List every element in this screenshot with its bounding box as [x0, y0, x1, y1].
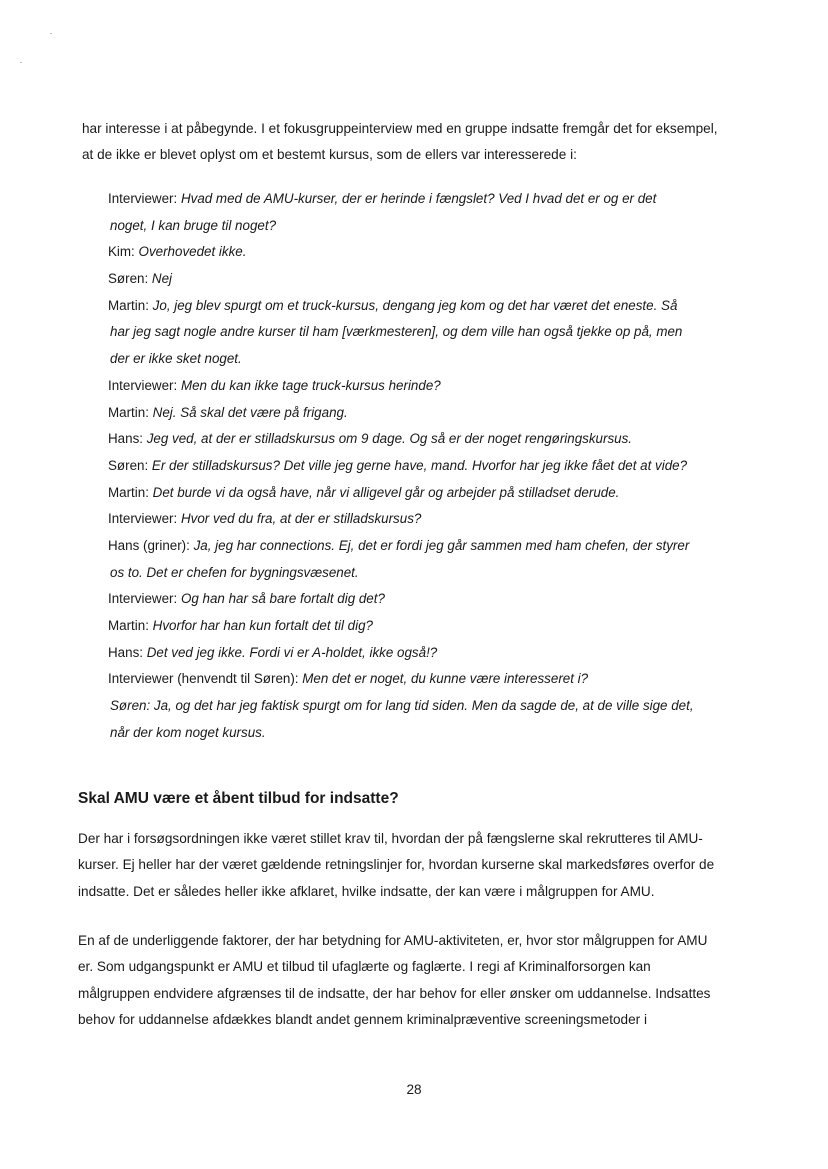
- paragraph-line: En af de underliggende faktorer, der har betydning for AMU-aktiviteten, er, hvor stor målgruppen for AMU: [78, 933, 708, 948]
- paragraph-line: indsatte. Det er således heller ikke afklaret, hvilke indsatte, der kan være i målgruppen for AMU.: [78, 883, 655, 899]
- speaker-label: Interviewer:: [108, 511, 178, 527]
- speaker-label: Martin:: [108, 484, 149, 500]
- dialogue-line: [108, 239, 748, 266]
- speaker-label: Martin:: [108, 618, 149, 633]
- intro-line: at de ikke er blevet oplyst om et bestemt kursus, som de ellers var interesserede i:: [82, 147, 577, 162]
- scan-speck: [20, 62, 22, 63]
- intro-paragraph: [82, 116, 762, 168]
- utterance-text: der er ikke sket noget.: [110, 351, 242, 367]
- utterance-text: Jo, jeg blev spurgt om et truck-kursus, dengang jeg kom og det har været det eneste. Så: [152, 297, 678, 313]
- speaker-label: Interviewer:: [108, 377, 178, 393]
- utterance-text: os to. Det er chefen for bygningsvæsenet.: [110, 564, 359, 580]
- utterance-text: Nej. Så skal det være på frigang.: [152, 404, 348, 420]
- utterance-text: Er der stilladskursus? Det ville jeg gerne have, mand. Hvorfor har jeg ikke fået det at vide?: [151, 457, 688, 473]
- page-number: 28: [406, 1082, 422, 1097]
- dialogue-line: [108, 266, 748, 293]
- speaker-label: Søren:: [108, 271, 149, 287]
- intro-line: har interesse i at påbegynde. I et fokusgruppeinterview med en gruppe indsatte fremgår det for eksempel,: [82, 121, 718, 136]
- utterance-text: Men du kan ikke tage truck-kursus herinde?: [180, 377, 441, 393]
- dialogue-line: [108, 640, 748, 667]
- utterance-text: Det ved jeg ikke. Fordi vi er A-holdet, ikke også!?: [146, 644, 438, 660]
- dialogue-line: [108, 720, 748, 747]
- body-paragraph-1: [78, 826, 758, 905]
- speaker-label: Interviewer:: [108, 591, 178, 607]
- speaker-label: Hans:: [108, 644, 143, 660]
- utterance-text: noget, I kan bruge til noget?: [110, 217, 277, 233]
- utterance-text: Hvor ved du fra, at der er stilladskursus?: [180, 511, 422, 527]
- utterance-text: har jeg sagt nogle andre kurser til ham [værkmesteren], og dem ville han også tjekke op på, men: [110, 324, 683, 340]
- speaker-label: Kim:: [108, 244, 135, 260]
- section-heading: Skal AMU være et åbent tilbud for indsatte?: [78, 790, 399, 807]
- interview-excerpt: [108, 186, 748, 746]
- utterance-text: Nej: [151, 271, 173, 287]
- paragraph-line: målgruppen endvidere afgrænses til de indsatte, der har behov for eller ønsker om uddannelse. Indsattes: [78, 985, 711, 1001]
- dialogue-line: [108, 319, 748, 346]
- utterance-text: Hvorfor har han kun fortalt det til dig?: [152, 618, 373, 633]
- utterance-text: Ja, jeg har connections. Ej, det er fordi jeg går sammen med ham chefen, der styrer: [193, 537, 690, 553]
- dialogue-line: [108, 560, 748, 587]
- speaker-label: Interviewer:: [108, 191, 178, 206]
- dialogue-line: [108, 586, 748, 613]
- dialogue-line: [108, 426, 748, 453]
- utterance-text: når der kom noget kursus.: [110, 724, 266, 740]
- dialogue-line: [108, 373, 748, 400]
- dialogue-line: [108, 693, 748, 720]
- utterance-text: Hvad med de AMU-kurser, der er herinde i fængslet? Ved I hvad det er og er det: [180, 191, 657, 206]
- dialogue-line: [108, 666, 748, 693]
- dialogue-line: [108, 293, 748, 320]
- paragraph-line: kurser. Ej heller har der været gældende retningslinjer for, hvordan kurserne skal markedsføres overfor de: [78, 857, 715, 873]
- dialogue-line: [108, 533, 748, 560]
- paragraph-line: er. Som udgangspunkt er AMU et tilbud til ufaglærte og faglærte. I regi af Kriminalforsorgen kan: [78, 959, 651, 975]
- speaker-label: Interviewer (henvendt til Søren):: [108, 671, 299, 687]
- paragraph-line: Der har i forsøgsordningen ikke været stillet krav til, hvordan der på fængslerne skal rekrutteres til AMU-: [78, 831, 703, 846]
- dialogue-line: [108, 453, 748, 480]
- speaker-label: Søren:: [108, 457, 149, 473]
- utterance-text: Og han har så bare fortalt dig det?: [180, 591, 385, 607]
- scan-speck: [50, 33, 52, 34]
- dialogue-line: [108, 186, 748, 213]
- utterance-text: Men det er noget, du kunne være interesseret i?: [302, 671, 589, 687]
- utterance-text: Søren: Ja, og det har jeg faktisk spurgt om for lang tid siden. Men da sagde de, at de ville sige det,: [110, 698, 694, 714]
- speaker-label: Martin:: [108, 404, 149, 420]
- utterance-text: Jeg ved, at der er stilladskursus om 9 dage. Og så er der noget rengøringskursus.: [146, 431, 632, 447]
- dialogue-line: [108, 346, 748, 373]
- speaker-label: Hans:: [108, 431, 143, 447]
- paragraph-line: behov for uddannelse afdækkes blandt andet gennem kriminalpræventive screeningsmetoder i: [78, 1011, 648, 1027]
- dialogue-line: [108, 613, 748, 640]
- dialogue-line: [108, 400, 748, 427]
- speaker-label: Martin:: [108, 297, 149, 313]
- speaker-label: Hans (griner):: [108, 537, 190, 553]
- utterance-text: Overhovedet ikke.: [138, 244, 247, 260]
- dialogue-line: [108, 480, 748, 507]
- body-paragraph-2: [78, 928, 758, 1033]
- utterance-text: Det burde vi da også have, når vi alligevel går og arbejder på stilladset derude.: [152, 484, 620, 500]
- dialogue-line: [108, 506, 748, 533]
- dialogue-line: [108, 213, 748, 240]
